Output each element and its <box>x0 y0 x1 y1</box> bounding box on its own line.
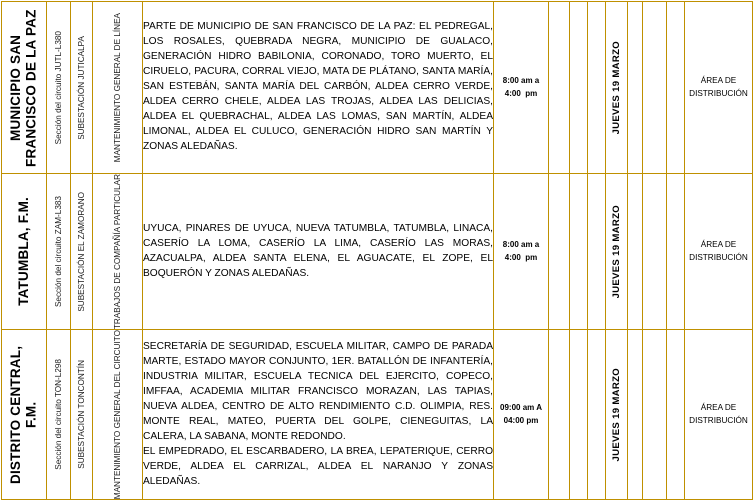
spacer-column-4 <box>628 330 643 500</box>
outage-schedule-table <box>1 1 753 500</box>
day-highlight-cell <box>606 2 628 174</box>
work-type-cell <box>93 174 143 330</box>
work-type-cell <box>93 2 143 174</box>
spacer-column-4 <box>628 174 643 330</box>
spacer-column-3 <box>588 330 606 500</box>
substation-cell <box>71 2 93 174</box>
spacer-column-6 <box>667 330 685 500</box>
time-cell <box>494 330 549 500</box>
spacer-column-2 <box>570 330 588 500</box>
area-line-2: DISTRIBUCIÓN <box>689 88 748 98</box>
description-paragraph: SECRETARÍA DE SEGURIDAD, ESCUELA MILITAR, CAMPO DE PARADA MARTE, ESTADO MAYOR CONJUNTO, 1ER. BATALLÓN DE INFANTERÍA, INDUSTRIA MILITAR, ESCUELA TECNICA DEL EJERCITO, COPECO, IMFFAA, ACADEMIA MILITAR FRANCISCO MORAZAN, LAS TAPIAS, NUEVA ALDEA, CENTRO DE ALTO RENDIMIENTO C.D. OLIMPIA, RES. MONTE REAL, MATEO, PUERTA DEL GOLPE, CIENEGUITAS, LA CALERA, LA SABANA, MONTE REDONDO. <box>143 340 493 442</box>
spacer-column-1 <box>549 2 570 174</box>
time-start: 8:00 am a <box>502 75 540 85</box>
description-paragraph: PARTE DE MUNICIPIO DE SAN FRANCISCO DE LA PAZ: EL PEDREGAL, LOS ROSALES, QUEBRADA NEGRA, MUNICIPIO DE GUALACO, GENERACIÓN HIDRO BABILONIA, CORONADO, TORO MUERTO, EL CIRUELO, PACURA, CORRAL VIEJO, MATA DE PLÁTANO, SANTA MARÍA, SAN ESTEBÁN, SANTA MARÍA DEL CARBÓN, ALDEA CERRO VERDE, ALDEA CERRO CHELE, ALDEA LAS TROJAS, ALDEA LAS DELICIAS, ALDEA EL QUEBRACHAL, ALDEA LAS LOMAS, SAN MARTÍN, ALDEA LIMONAL, ALDEA EL CULUCO, GENERACIÓN HIDRO SAN MARTÍN Y ZONAS ALEDAÑAS. <box>143 21 493 152</box>
substation-cell <box>71 174 93 330</box>
time-start: 09:00 am A <box>500 402 542 412</box>
description-cell <box>143 330 494 500</box>
time-cell <box>494 174 549 330</box>
day-label: JUEVES 19 MARZO <box>610 204 622 299</box>
spacer-column-1 <box>549 330 570 500</box>
area-line-2: DISTRIBUCIÓN <box>689 415 748 425</box>
outage-schedule-sheet <box>0 1 753 500</box>
spacer-column-5 <box>643 330 667 500</box>
municipality-label: DISTRITO CENTRAL, F.M. <box>8 345 39 484</box>
description-paragraph: UYUCA, PINARES DE UYUCA, NUEVA TATUMBLA, TATUMBLA, LINACA, CASERÍO LA LOMA, CASERÍO LA LIMA, CASERÍO LAS MORAS, AZACUALPA, ALDEA SANTA ELENA, EL AGUACATE, EL ZOPE, EL BOQUERÓN Y ZONAS ALEDAÑAS. <box>143 222 493 279</box>
description-cell <box>143 174 494 330</box>
circuit-cell <box>47 2 71 174</box>
municipality-label: MUNICIPIO SAN FRANCISCO DE LA PAZ <box>8 8 39 167</box>
time-cell <box>494 2 549 174</box>
day-highlight-cell <box>606 330 628 500</box>
municipality-cell <box>2 2 47 174</box>
area-cell <box>685 330 753 500</box>
work-type-cell <box>93 330 143 500</box>
substation-cell <box>71 330 93 500</box>
work-type-label: MANTENIMIENTO GENERAL DE LÍNEA <box>112 12 122 163</box>
spacer-column-4 <box>628 2 643 174</box>
description-paragraph: EL EMPEDRADO, EL ESCARBADERO, LA BREA, LEPATERIQUE, CERRO VERDE, ALDEA EL CARRIZAL, ALDEA EL NARANJO Y ZONAS ALEDAÑAS. <box>143 445 493 487</box>
spacer-column-6 <box>667 2 685 174</box>
area-line-1: ÁREA DE <box>700 240 737 250</box>
table-row <box>2 330 753 500</box>
day-label: JUEVES 19 MARZO <box>610 40 622 135</box>
circuit-label: Sección del circuito ZAM-L383 <box>53 196 63 308</box>
municipality-cell <box>2 174 47 330</box>
description-cell <box>143 2 494 174</box>
spacer-column-5 <box>643 2 667 174</box>
circuit-cell <box>47 330 71 500</box>
municipality-cell <box>2 330 47 500</box>
table-row <box>2 174 753 330</box>
work-type-label: MANTENIMIENTO GENERAL DEL CIRCUITO <box>112 330 122 500</box>
area-line-1: ÁREA DE <box>700 76 737 86</box>
spacer-column-6 <box>667 174 685 330</box>
municipality-label: TATUMBLA, F.M. <box>16 197 32 306</box>
time-end: 4:00 pm <box>504 252 538 262</box>
substation-label: SUBESTACIÓN JUTICALPA <box>76 35 86 140</box>
circuit-label: Sección del circuito JUTL-L380 <box>53 30 63 145</box>
spacer-column-2 <box>570 174 588 330</box>
area-cell <box>685 2 753 174</box>
spacer-column-1 <box>549 174 570 330</box>
spacer-column-3 <box>588 2 606 174</box>
substation-label: SUBESTACIÓN TONCONTÍN <box>76 360 86 470</box>
time-end: 4:00 pm <box>504 88 538 98</box>
day-label: JUEVES 19 MARZO <box>610 367 622 462</box>
day-highlight-cell <box>606 174 628 330</box>
spacer-column-3 <box>588 174 606 330</box>
spacer-column-2 <box>570 2 588 174</box>
circuit-label: Sección del circuito TON-L298 <box>53 359 63 471</box>
circuit-cell <box>47 174 71 330</box>
table-row <box>2 2 753 174</box>
time-start: 8:00 am a <box>502 239 540 249</box>
substation-label: SUBESTACIÓN EL ZAMORANO <box>76 191 86 312</box>
spacer-column-5 <box>643 174 667 330</box>
area-line-1: ÁREA DE <box>700 403 737 413</box>
time-end: 04:00 pm <box>503 415 539 425</box>
area-cell <box>685 174 753 330</box>
work-type-label: TRABAJOS DE COMPAÑÍA PARTICULAR <box>112 174 122 330</box>
area-line-2: DISTRIBUCIÓN <box>689 252 748 262</box>
